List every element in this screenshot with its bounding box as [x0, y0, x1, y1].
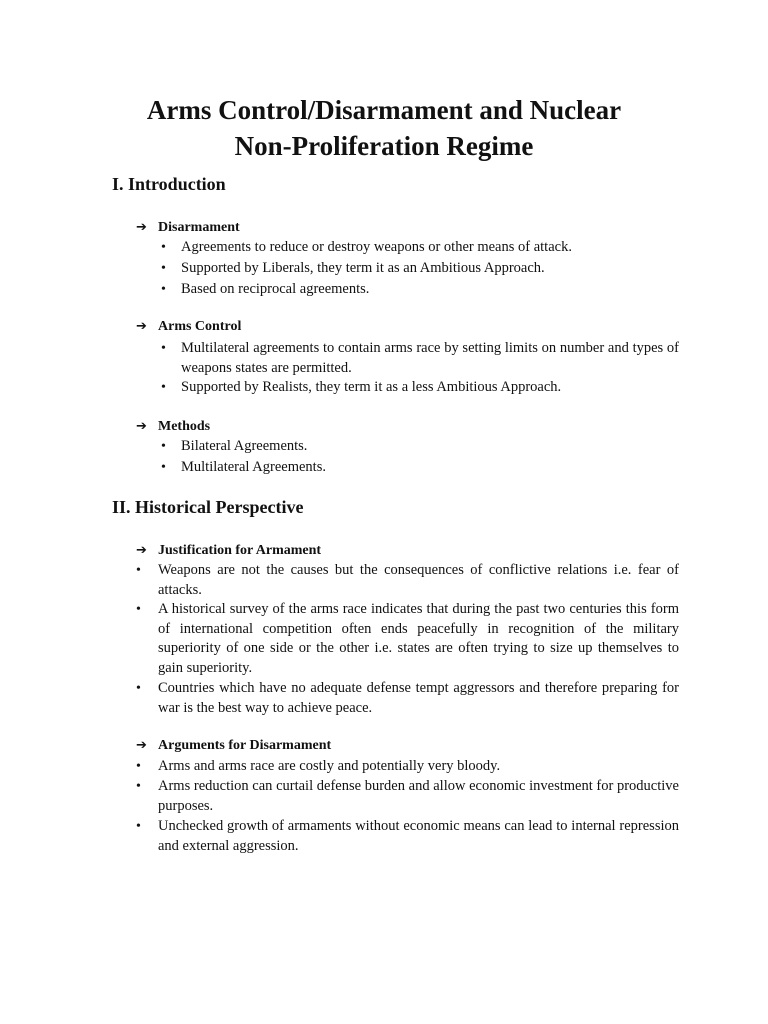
list-item: Countries which have no adequate defense tempt aggressors and therefore preparing for war is the best way to achieve peace.: [158, 680, 679, 716]
bullet-icon: •: [161, 240, 166, 255]
list-item: Bilateral Agreements.: [181, 438, 308, 454]
list-item: Unchecked growth of armaments without economic means can lead to internal repression and external aggression.: [158, 818, 679, 854]
subheading-arguments-for-disarmament: ➔ Arguments for Disarmament: [136, 738, 332, 753]
document-title-line-1: Arms Control/Disarmament and Nuclear: [146, 95, 622, 125]
bullet-icon: •: [136, 759, 141, 774]
list-item: Multilateral agreements to contain arms race by setting limits on number and types of weapons states are permitted.: [181, 340, 679, 376]
list-item: Arms reduction can curtail defense burden and allow economic investment for productive purposes.: [158, 778, 679, 814]
subheading-methods: ➔ Methods: [136, 419, 211, 434]
subheading-disarmament: ➔ Disarmament: [136, 220, 240, 235]
list-item: Agreements to reduce or destroy weapons or other means of attack.: [181, 239, 572, 255]
arrow-right-icon: ➔: [136, 738, 147, 753]
arrow-right-icon: ➔: [136, 220, 147, 235]
arrow-right-icon: ➔: [136, 319, 147, 334]
document-title-line-2: Non-Proliferation Regime: [234, 131, 534, 161]
bullet-icon: •: [136, 563, 141, 578]
list-item: Based on reciprocal agreements.: [181, 281, 370, 297]
bullet-icon: •: [161, 380, 166, 395]
bullet-icon: •: [136, 602, 141, 617]
arrow-right-icon: ➔: [136, 419, 147, 434]
list-item: Supported by Liberals, they term it as an Ambitious Approach.: [181, 260, 545, 276]
bullet-icon: •: [161, 282, 166, 297]
bullet-icon: •: [161, 460, 166, 475]
section-heading-historical-perspective: II. Historical Perspective: [112, 497, 304, 517]
list-item: Weapons are not the causes but the consequences of conflictive relations i.e. fear of attacks.: [158, 562, 679, 598]
subheading-justification-for-armament: ➔ Justification for Armament: [136, 543, 322, 558]
list-item: Arms and arms race are costly and potentially very bloody.: [158, 758, 501, 774]
bullet-icon: •: [161, 261, 166, 276]
list-item: Multilateral Agreements.: [181, 459, 326, 475]
bullet-icon: •: [136, 681, 141, 696]
section-heading-introduction: I. Introduction: [112, 174, 226, 194]
list-item: Supported by Realists, they term it as a less Ambitious Approach.: [181, 379, 562, 395]
bullet-icon: •: [136, 779, 141, 794]
list-item: A historical survey of the arms race indicates that during the past two centuries this form of international competition often ends peacefully in recognition of the military superiority of one side or the other i.e. states are often trying to size up themselves to gain superiority.: [158, 601, 679, 676]
subheading-arms-control: ➔ Arms Control: [136, 319, 242, 334]
bullet-icon: •: [161, 341, 166, 356]
bullet-icon: •: [161, 439, 166, 454]
arrow-right-icon: ➔: [136, 543, 147, 558]
bullet-icon: •: [136, 819, 141, 834]
